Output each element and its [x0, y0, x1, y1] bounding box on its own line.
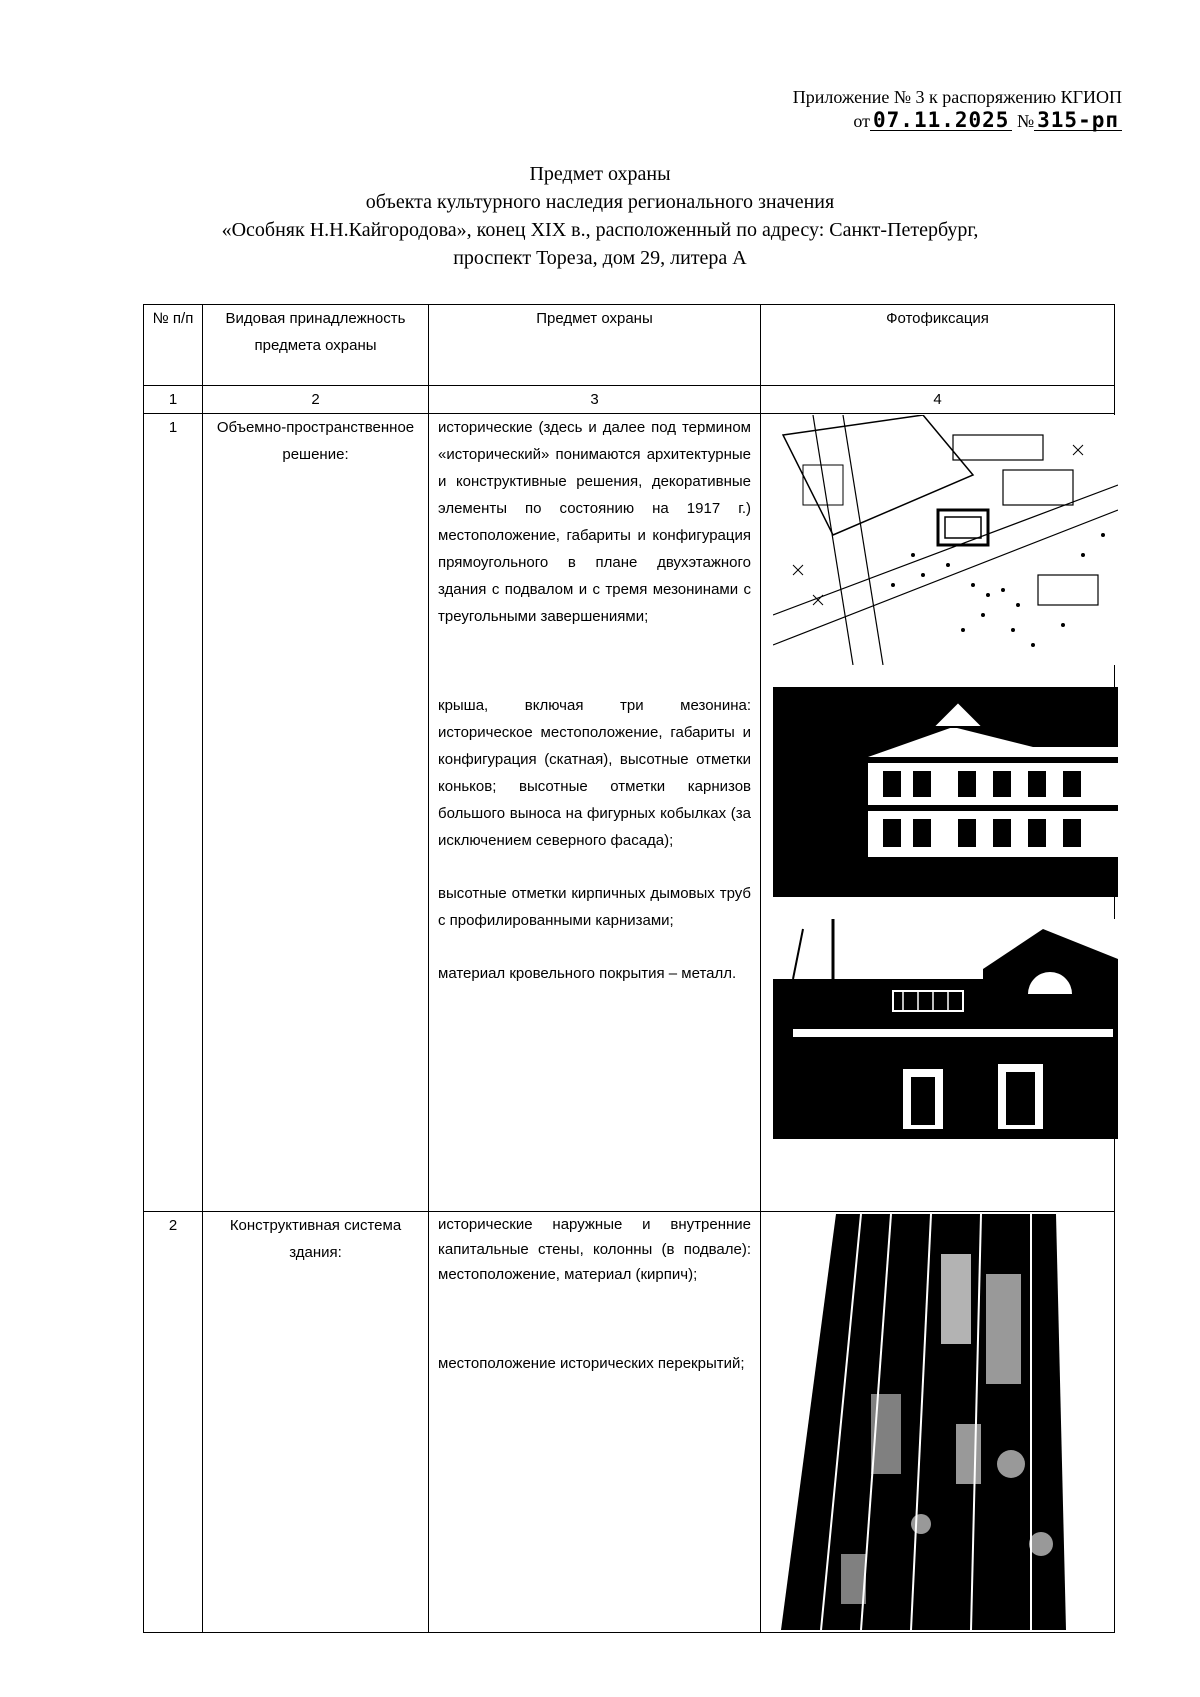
subject-paragraph: материал кровельного покрытия – металл.	[438, 965, 737, 982]
col-number: 3	[429, 386, 761, 414]
row-photos	[761, 414, 1115, 1212]
header-photo: Фотофиксация	[761, 305, 1115, 386]
row-subject	[429, 414, 761, 1212]
row-number: 2	[144, 1212, 203, 1633]
mezzanine-photo	[773, 919, 1118, 1139]
handwritten-number: 315-рп	[1034, 110, 1122, 131]
header-type: Видовая принадлежность предмета охраны	[203, 305, 429, 386]
row-subject	[429, 1212, 761, 1633]
row-photos	[761, 1212, 1115, 1633]
from-label: от	[853, 111, 871, 131]
appendix-header	[793, 86, 1122, 132]
table-row	[144, 414, 1115, 1212]
title-line-3: «Особняк Н.Н.Кайгородова», конец XIX в., расположенный по адресу: Санкт-Петербург,	[221, 219, 979, 241]
row-number: 1	[144, 414, 203, 1212]
protection-table	[143, 304, 1115, 1633]
subject-paragraph: исторические наружные и внутренние капитальные стены, колонны (в подвале): местоположение, материал (кирпич);	[438, 1216, 751, 1283]
col-number: 4	[761, 386, 1115, 414]
document-title	[0, 160, 1200, 272]
appendix-line: Приложение № 3 к распоряжению КГИОП	[792, 87, 1122, 107]
building-photo	[773, 687, 1118, 897]
row-type: Конструктивная система здания:	[203, 1212, 429, 1633]
subject-paragraph: местоположение исторических перекрытий;	[438, 1355, 745, 1372]
title-line-2: объекта культурного наследия регионального значения	[365, 191, 835, 213]
appendix-date-line	[793, 110, 1122, 132]
header-subject: Предмет охраны	[429, 305, 761, 386]
wall-photo	[781, 1214, 1086, 1630]
col-number: 1	[144, 386, 203, 414]
subject-paragraph: высотные отметки кирпичных дымовых труб с профилированными карнизами;	[438, 885, 751, 929]
col-number: 2	[203, 386, 429, 414]
table-row	[144, 1212, 1115, 1633]
subject-paragraph: крыша, включая три мезонина: историческое местоположение, габариты и конфигурация (скатная), высотные отметки коньков; высотные отметки карнизов большого выноса на фигурных кобылках (за исключением северного фасада);	[438, 697, 751, 849]
number-label: №	[1016, 111, 1035, 131]
table-header-row	[144, 305, 1115, 386]
subject-paragraph: исторические (здесь и далее под термином «исторический» понимаются архитектурные и конструктивные решения, декоративные элементы по состоянию на 1917 г.) местоположение, габариты и конфигурация прямоугольного в плане двухэтажного здания с подвалом и с тремя мезонинами с треугольными завершениями;	[438, 419, 751, 625]
header-number: № п/п	[144, 305, 203, 386]
column-number-row	[144, 386, 1115, 414]
handwritten-date: 07.11.2025	[870, 110, 1012, 131]
site-map-photo	[773, 415, 1118, 665]
title-line-4: проспект Тореза, дом 29, литера А	[453, 247, 747, 269]
row-type: Объемно-пространственное решение:	[203, 414, 429, 1212]
title-line-1: Предмет охраны	[529, 163, 671, 185]
